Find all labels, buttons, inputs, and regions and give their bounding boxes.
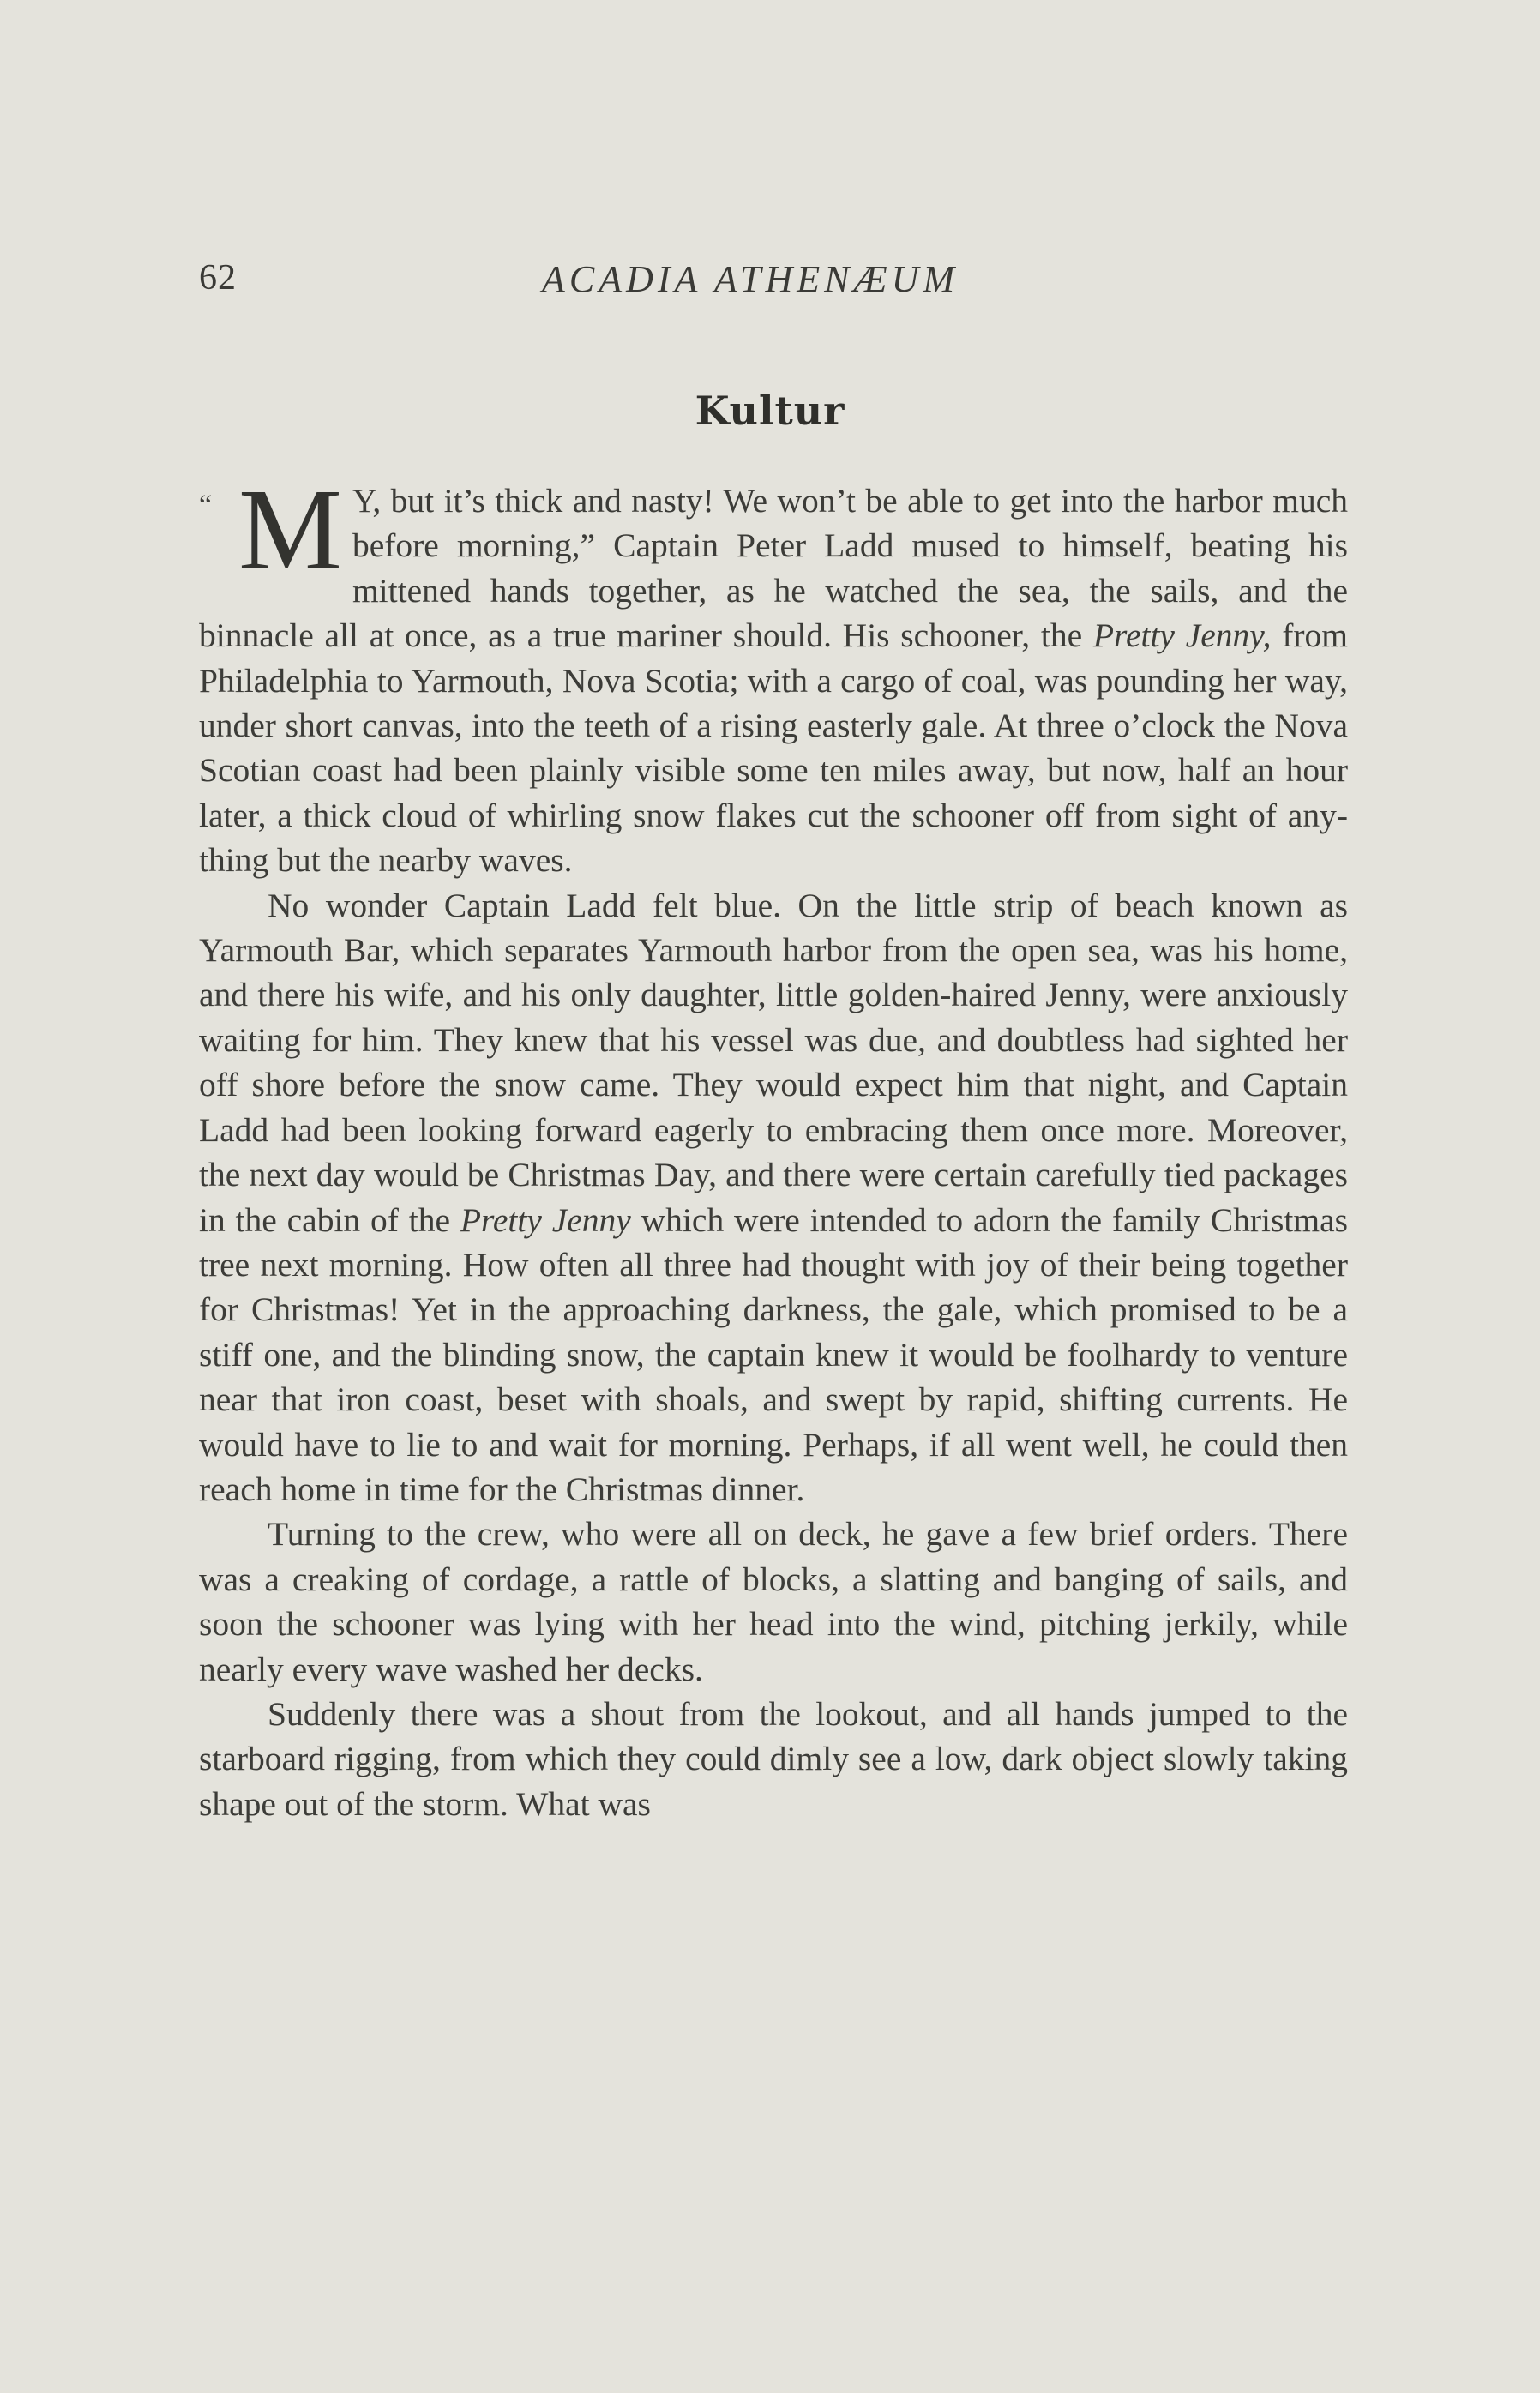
paragraph-2-text-b: which were intended to adorn the family Christmas tree next morning. How often all three had thought with joy of their being together for Christmas! Yet in the approaching darkness, the gale, which promised to be a stiff one, and the blinding snow, the captain knew it would be foolhardy to venture near that iron coast, beset with shoals, and swept by rapid, shifting currents. He would have to lie to and wait for morning. Perhaps, if all went well, he could then reach home in time for the Christmas dinner. [199, 1200, 1348, 1508]
paragraph-1-text-b: from Philadelphia to Yarmouth, Nova Scotia; with a cargo of coal, was pounding her way, under short canvas, into the teeth of a rising easterly gale. At three o’clock the Nova Scotian coast had been plainly visible some ten miles away, but now, half an hour later, a thick cloud of whirling snow flakes cut the schooner off from sight of anything but the nearby waves. [199, 616, 1348, 880]
vessel-name: Pretty Jenny [460, 1200, 631, 1239]
page-number: 62 [199, 258, 237, 298]
article-body [199, 466, 1348, 1826]
article-title: Kultur [695, 388, 845, 434]
journal-title: ACADIA ATHENÆUM [542, 258, 959, 300]
paragraph-1-text-a: Y, but it’s thick and nasty! We won’t be able to get into the harbor much before morning,” Captain Peter Ladd mused to himself, beating his mittened hands together, as he watched the sea, the sails, and the binnacle all at once, as a true mariner should. His schooner, the [199, 482, 1348, 655]
paragraph-3: Turning to the crew, who were all on deck, he gave a few brief orders. There was a creaking of cordage, a rattle of blocks, a slatting and banging of sails, and soon the schooner was lying with her head into the wind, pitching jerkily, while nearly every wave washed her decks. [199, 1515, 1348, 1688]
paragraph-2-text-a: No wonder Captain Ladd felt blue. On the little strip of beach known as Yarmouth Bar, which separates Yarmouth harbor from the open sea, was his home, and there his wife, and his only daughter, little golden-haired Jenny, were anxiously waiting for him. They knew that his vessel was due, and doubtless had sighted her off shore before the snow came. They would expect him that night, and Captain Ladd had been looking forward eagerly to embracing them once more. Moreover, the next day would be Christmas Day, and there were certain carefully tied packages in the cabin of the [199, 886, 1348, 1239]
opening-quote-mark: “ [199, 490, 213, 521]
paragraph-4: Suddenly there was a shout from the lookout, and all hands jumped to the starboard rigging, from which they could dimly see a low, dark object slowly taking shape out of the storm. What was [199, 1694, 1348, 1823]
paragraph-2 [199, 883, 1348, 1512]
vessel-name: Pretty Jenny, [1092, 616, 1272, 655]
paragraph-1 [199, 466, 1348, 883]
drop-cap: M [238, 466, 342, 594]
running-head [199, 257, 1348, 309]
